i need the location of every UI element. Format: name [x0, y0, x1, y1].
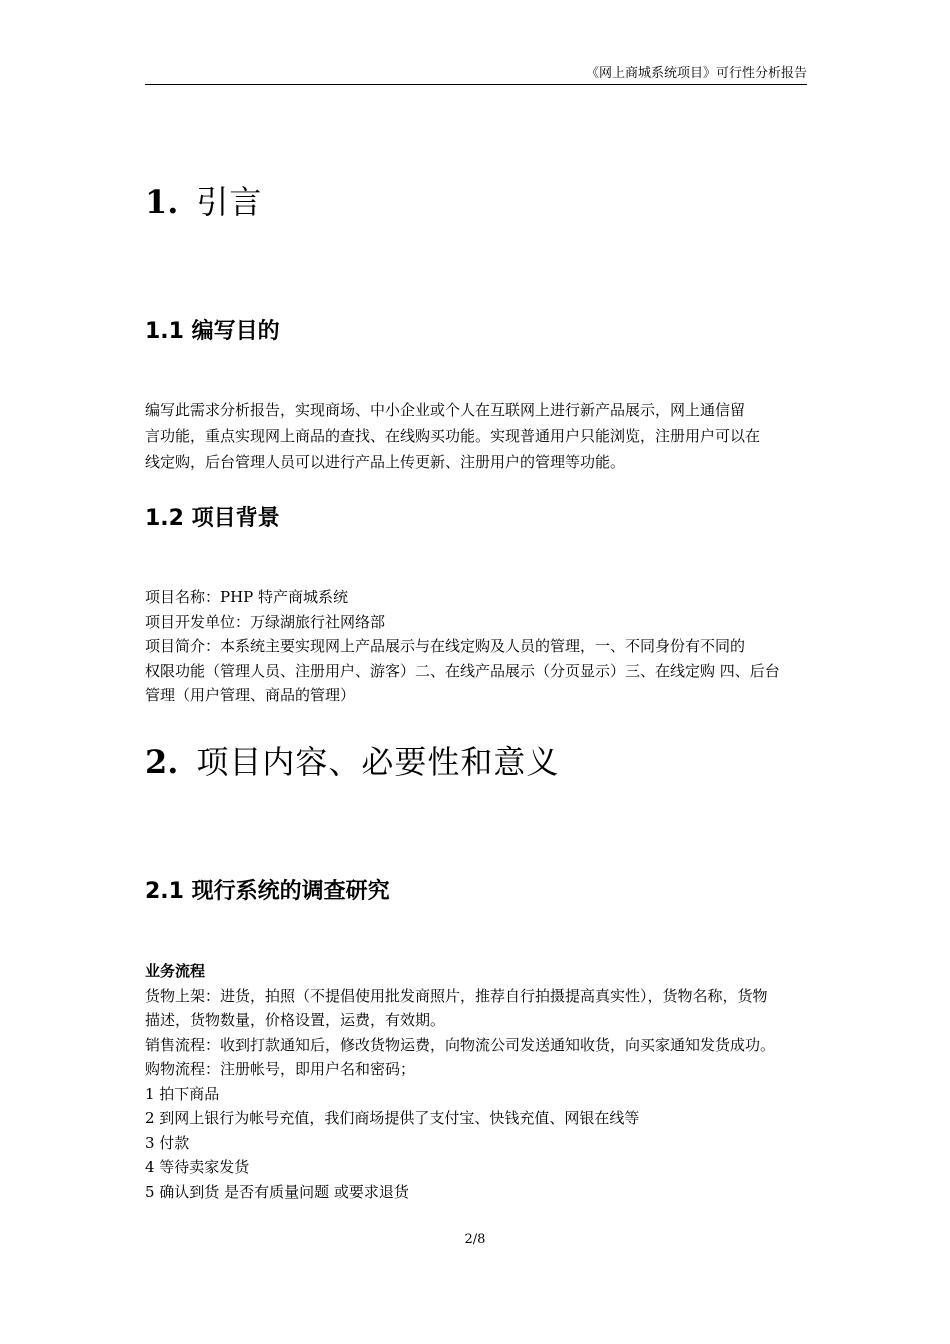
list-item: 2 到网上银行为帐号充值，我们商场提供了支付宝、快钱充值、网银在线等	[145, 1109, 640, 1127]
process-line: 购物流程：注册帐号，即用户名和密码；	[145, 1060, 416, 1078]
section-1-2-heading: 1.2 项目背景	[145, 506, 280, 531]
process-line: 销售流程：收到打款通知后，修改货物运费，向物流公司发送通知收货，向买家通知发货成功。	[145, 1035, 776, 1054]
project-intro-line: 权限功能（管理人员、注册用户、游客）二、在线产品展示（分页显示）三、在线定购 四、后台	[145, 661, 780, 680]
list-item: 4 等待卖家发货	[145, 1158, 250, 1176]
section-2-heading	[145, 742, 810, 782]
running-header: 《网上商城系统项目》可行性分析报告	[585, 66, 807, 81]
section-1-2-body	[145, 585, 810, 708]
section-1-heading	[145, 182, 810, 222]
list-item: 3 付款	[145, 1133, 190, 1152]
section-2-1-body	[145, 959, 810, 1204]
section-2-number: 2.	[145, 743, 179, 781]
section-1-title: 引言	[196, 183, 263, 221]
process-line: 货物上架：进货，拍照（不提倡使用批发商照片，推荐自行拍摄提高真实性），货物名称，货物	[145, 986, 768, 1005]
paragraph-line: 编写此需求分析报告，实现商场、中小企业或个人在互联网上进行新产品展示，网上通信留	[145, 401, 746, 419]
section-1-1-body	[145, 397, 810, 475]
paragraph-line: 线定购，后台管理人员可以进行产品上传更新、注册用户的管理等功能。	[145, 453, 626, 471]
page-number: 2/8	[464, 1232, 486, 1247]
list-item: 1 拍下商品	[145, 1084, 220, 1103]
list-item: 5 确认到货 是否有质量问题 或要求退货	[145, 1182, 409, 1201]
project-intro-line: 管理（用户管理、商品的管理）	[145, 686, 356, 704]
paragraph-line: 言功能，重点实现网上商品的查找、在线购买功能。实现普通用户只能浏览，注册用户可以在	[145, 427, 761, 445]
business-process-label: 业务流程	[145, 962, 206, 980]
header-rule	[145, 84, 807, 85]
project-intro-line: 项目简介：本系统主要实现网上产品展示与在线定购及人员的管理，一、不同身份有不同的	[145, 637, 746, 655]
section-1-number: 1.	[145, 183, 179, 221]
section-2-1-heading: 2.1 现行系统的调查研究	[145, 879, 390, 904]
process-line: 描述，货物数量，价格设置，运费，有效期。	[145, 1011, 446, 1029]
section-1-1-heading: 1.1 编写目的	[145, 319, 280, 344]
section-2-title: 项目内容、必要性和意义	[196, 743, 560, 781]
project-name-line: 项目名称：PHP 特产商城系统	[145, 588, 349, 606]
project-unit-line: 项目开发单位：万绿湖旅行社网络部	[145, 612, 386, 631]
